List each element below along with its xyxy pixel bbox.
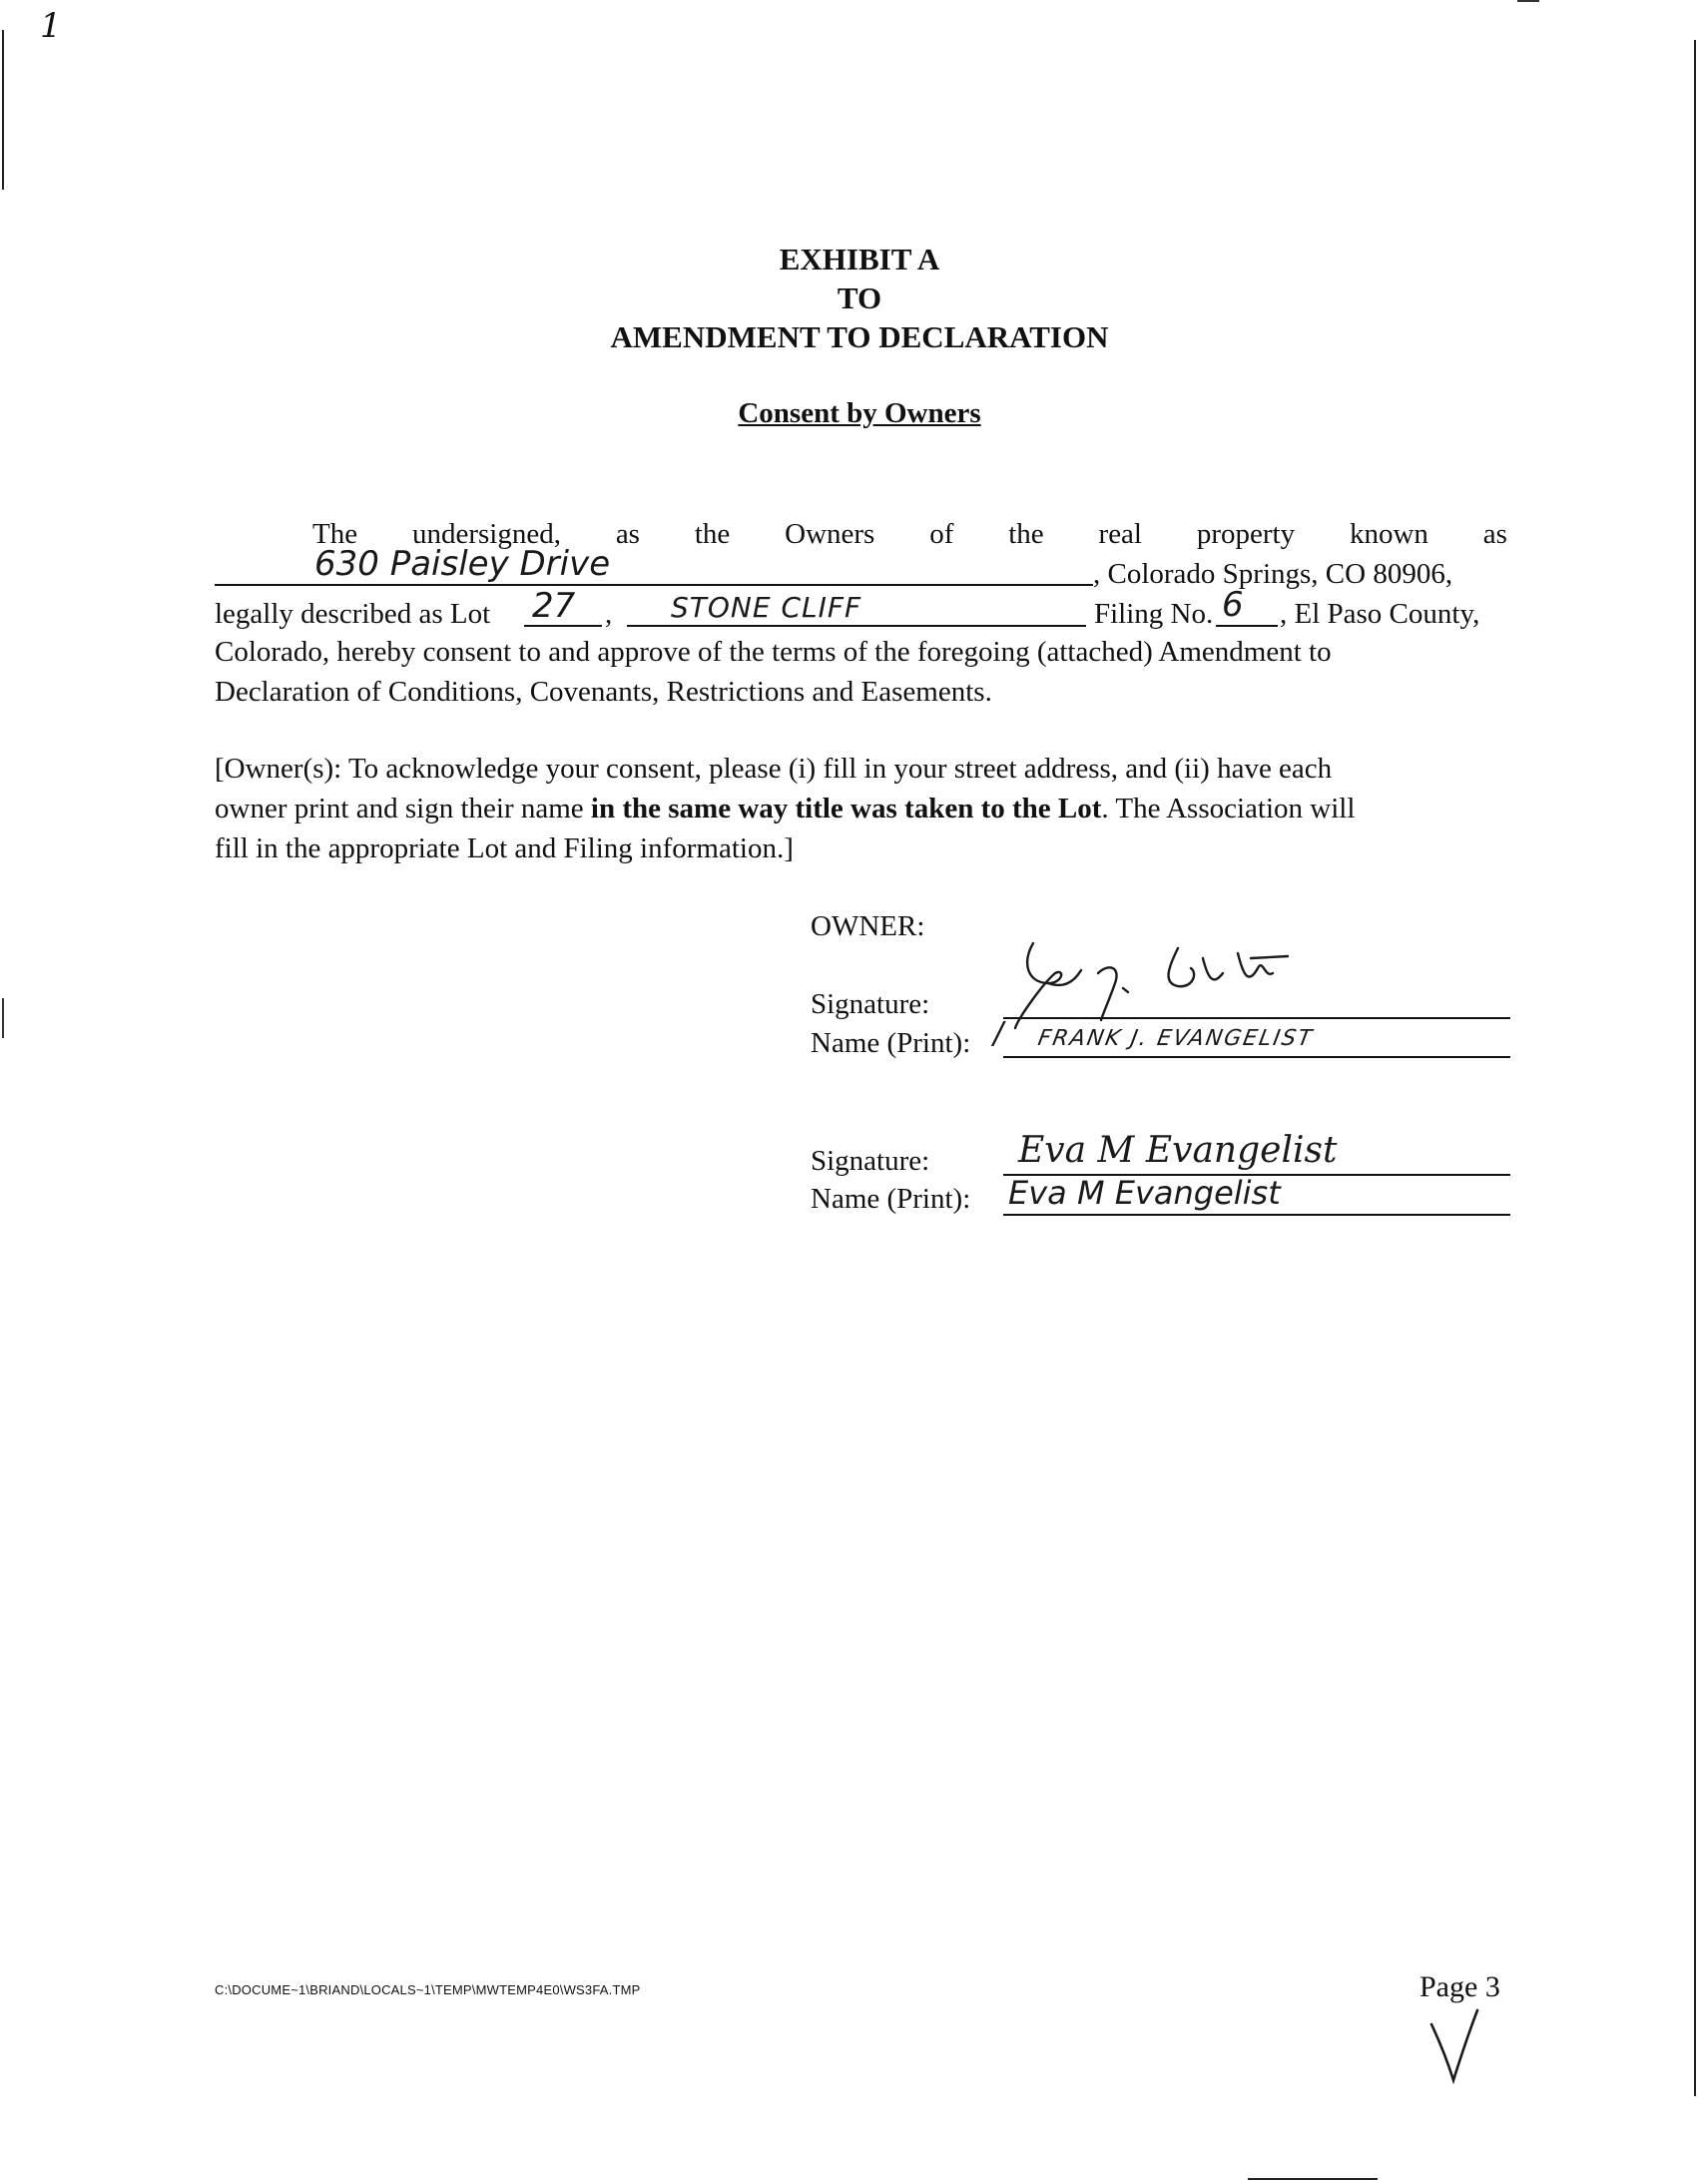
name-print-line-1 (1003, 1056, 1510, 1058)
check-mark-icon (1427, 2006, 1487, 2086)
word: as (615, 518, 640, 550)
scan-mark (1248, 2178, 1378, 2180)
word: of (929, 518, 954, 550)
scan-edge-artifact (2, 30, 4, 190)
name-print-line-2 (1003, 1214, 1510, 1216)
filing-label: Filing No. (1094, 598, 1214, 630)
subdivision-handwriting: STONE CLIFF (671, 591, 862, 624)
word: undersigned, (411, 518, 561, 550)
word: The (312, 518, 358, 550)
name-print-label-2: Name (Print): (811, 1183, 971, 1215)
street-address-handwriting: 630 Paisley Drive (314, 544, 611, 584)
page-number: Page 3 (1419, 1970, 1500, 2003)
city-state-zip: , Colorado Springs, CO 80906, (1093, 558, 1453, 590)
owner-label: OWNER: (811, 910, 925, 942)
name-print-label-1: Name (Print): (811, 1027, 971, 1059)
scan-edge-artifact (2, 998, 4, 1038)
word: property (1196, 518, 1296, 550)
word: as (1482, 518, 1507, 550)
word: the (694, 518, 731, 550)
section-title: Consent by Owners (738, 397, 981, 429)
owner2-printed-name-handwriting: Eva M Evangelist (1008, 1174, 1281, 1212)
owner1-signature (1003, 928, 1333, 1038)
document-heading (0, 240, 1698, 356)
instructions-line-3: fill in the appropriate Lot and Filing information.] (215, 832, 794, 864)
signature-label-2: Signature: (811, 1145, 930, 1177)
signature-label-1: Signature: (811, 988, 930, 1020)
heading-line-to: TO (837, 280, 882, 315)
comma: , (605, 598, 613, 630)
owner2-signature-handwriting: Eva M Evangelist (1018, 1130, 1338, 1171)
consent-paragraph-line-5: Declaration of Conditions, Covenants, Restrictions and Easements. (215, 676, 992, 708)
instructions-line-1: [Owner(s): To acknowledge your consent, please (i) fill in your street address, and (ii) have each (215, 753, 1333, 785)
instructions-text: . The Association will (1101, 793, 1356, 824)
instructions-line-2 (215, 789, 1507, 828)
file-path-footer: C:\DOCUME~1\BRIAND\LOCALS~1\TEMP\MWTEMP4E0\WS3FA.TMP (215, 1982, 641, 1997)
heading-line-exhibit: EXHIBIT A (779, 242, 940, 276)
street-address-field (215, 584, 1093, 586)
word: real (1098, 518, 1142, 550)
word: the (1008, 518, 1044, 550)
heading-line-amendment: AMENDMENT TO DECLARATION (610, 319, 1109, 354)
word: known (1349, 518, 1428, 550)
owner1-printed-name-handwriting: FRANK J. EVANGELIST (1035, 1026, 1316, 1051)
slash-mark: / (993, 1016, 1004, 1051)
legal-description-label: legally described as Lot (215, 598, 491, 630)
consent-paragraph-line-4: Colorado, hereby consent to and approve of the terms of the foregoing (attached) Amendment to (215, 636, 1332, 668)
handwritten-corner-number: 1 (40, 6, 62, 46)
lot-number-handwriting: 27 (532, 586, 576, 626)
instructions-text: owner print and sign their name (215, 793, 591, 824)
word: Owners (785, 518, 875, 550)
filing-number-field (1216, 625, 1278, 627)
instructions-emphasis: in the same way title was taken to the Lot (590, 793, 1102, 824)
subdivision-field (627, 625, 1086, 627)
county-text: , El Paso County, (1280, 598, 1480, 630)
scan-mark (1517, 0, 1539, 2)
filing-number-handwriting: 6 (1222, 585, 1244, 625)
